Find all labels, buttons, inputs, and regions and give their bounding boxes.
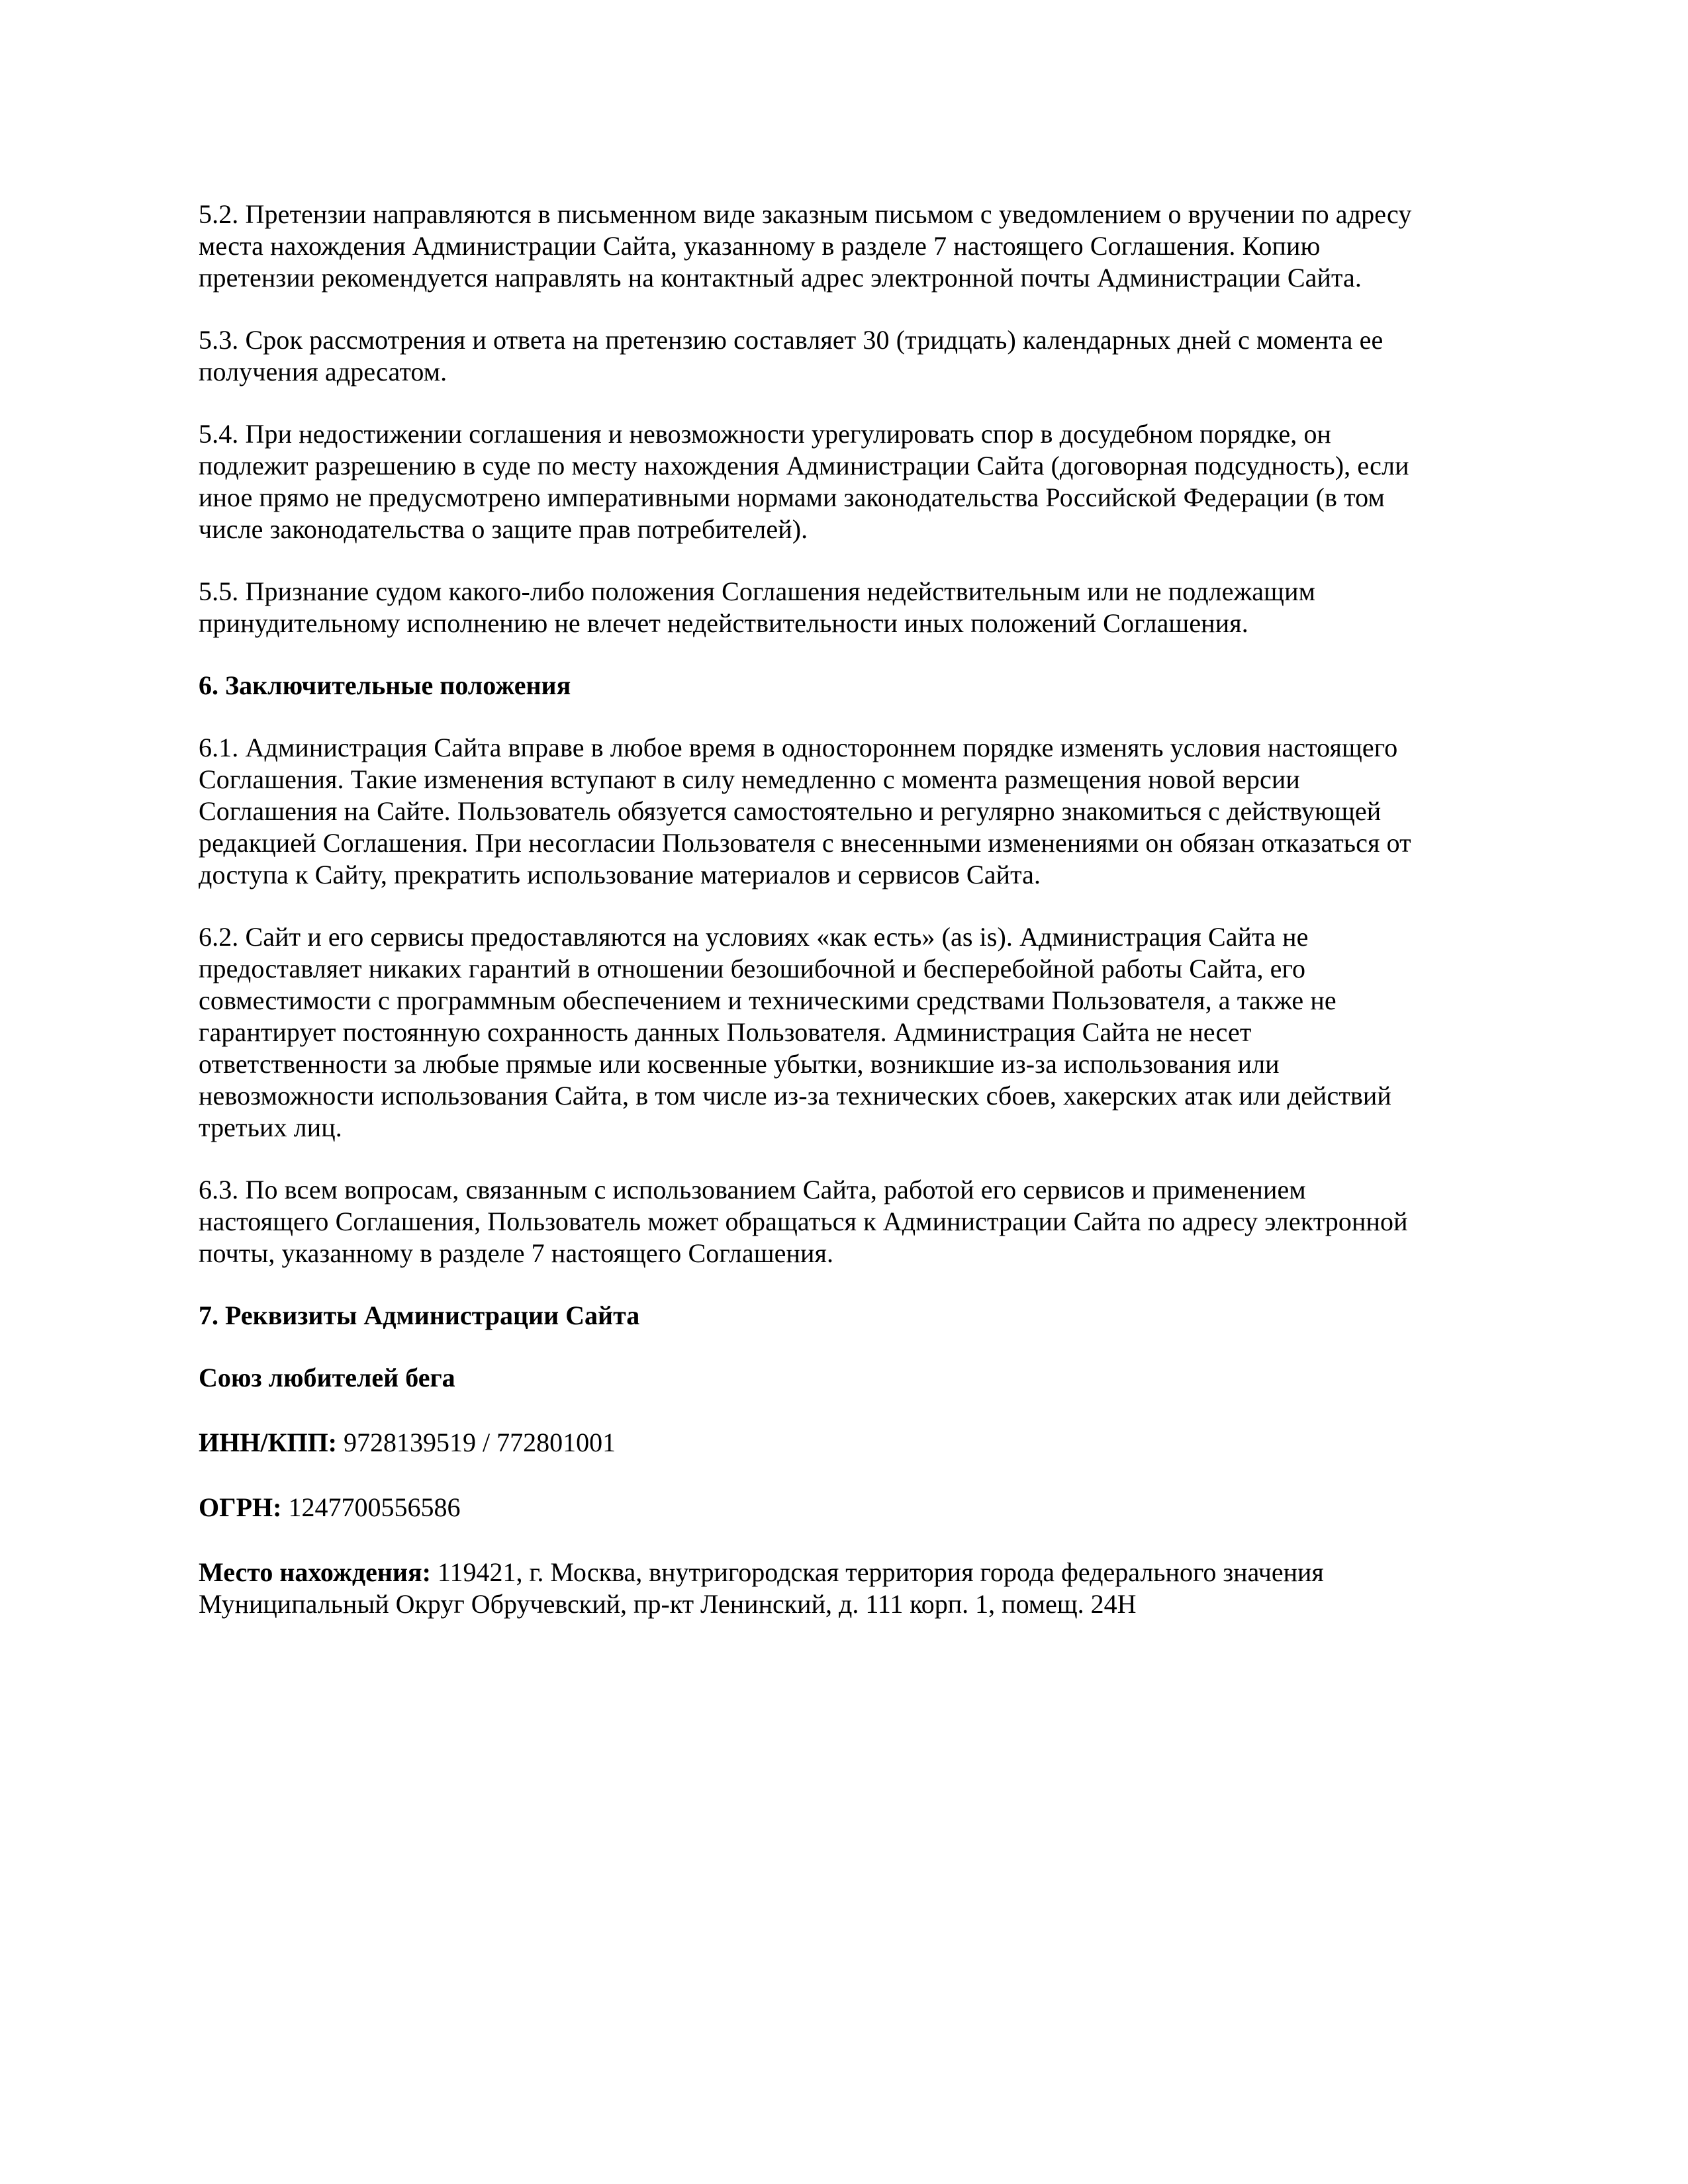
- paragraph-5-5: 5.5. Признание судом какого-либо положения Соглашения недействительным или не подлежащим принудительному исполнению не влечет недействительности иных положений Соглашения.: [199, 576, 1315, 638]
- inn-kpp-value: 9728139519 / 772801001: [344, 1428, 616, 1457]
- paragraph-6-3: 6.3. По всем вопросам, связанным с использованием Сайта, работой его сервисов и применением настоящего Соглашения, Пользователь может обращаться к Администрации Сайта по адресу электронной почты, указанному в разделе 7 настоящего Соглашения.: [199, 1175, 1408, 1268]
- organization-name: Союз любителей бега: [199, 1363, 455, 1392]
- location-label: Место нахождения:: [199, 1557, 431, 1587]
- requisites-block: [199, 1362, 1427, 1620]
- paragraph-6-1: 6.1. Администрация Сайта вправе в любое время в одностороннем порядке изменять условия настоящего Соглашения. Такие изменения вступают в силу немедленно с момента размещения новой версии Соглашения на Сайте. Пользователь обязуется самостоятельно и регулярно знакомиться с действующей редакцией Соглашения. При несогласии Пользователя с внесенными изменениями он обязан отказаться от доступа к Сайту, прекратить использование материалов и сервисов Сайта.: [199, 733, 1411, 889]
- inn-kpp-label: ИНН/КПП:: [199, 1428, 338, 1457]
- ogrn-line: [199, 1492, 1427, 1524]
- section-heading-6: 6. Заключительные положения: [199, 670, 571, 700]
- inn-kpp-line: [199, 1427, 1427, 1459]
- location-value: 119421, г. Москва, внутригородская территория города федерального значения Муниципальный Округ Обручевский, пр-кт Ленинский, д. 111 корп. 1, помещ. 24Н: [199, 1557, 1324, 1619]
- paragraph-5-2: 5.2. Претензии направляются в письменном виде заказным письмом с уведомлением о вручении по адресу места нахождения Администрации Сайта, указанному в разделе 7 настоящего Соглашения. Копию претензии рекомендуется направлять на контактный адрес электронной почты Администрации Сайта.: [199, 199, 1412, 293]
- section-heading-7: 7. Реквизиты Администрации Сайта: [199, 1300, 640, 1330]
- document-body: [199, 199, 1427, 1620]
- paragraph-5-3: 5.3. Срок рассмотрения и ответа на претензию составляет 30 (тридцать) календарных дней с момента ее получения адресатом.: [199, 325, 1383, 387]
- location-line: [199, 1557, 1427, 1620]
- paragraph-5-4: 5.4. При недостижении соглашения и невозможности урегулировать спор в досудебном порядке, он подлежит разрешению в суде по месту нахождения Администрации Сайта (договорная подсудность), если иное прямо не предусмотрено императивными нормами законодательства Российской Федерации (в том числе законодательства о защите прав потребителей).: [199, 419, 1409, 544]
- ogrn-label: ОГРН:: [199, 1492, 282, 1522]
- paragraph-6-2: 6.2. Сайт и его сервисы предоставляются на условиях «как есть» (as is). Администрация Сайта не предоставляет никаких гарантий в отношении безошибочной и бесперебойной работы Сайта, его совместимости с программным обеспечением и техническими средствами Пользователя, а также не гарантирует постоянную сохранность данных Пользователя. Администрация Сайта не несет ответственности за любые прямые или косвенные убытки, возникшие из-за использования или невозможности использования Сайта, в том числе из-за технических сбоев, хакерских атак или действий третьих лиц.: [199, 922, 1391, 1142]
- ogrn-value: 1247700556586: [288, 1492, 461, 1522]
